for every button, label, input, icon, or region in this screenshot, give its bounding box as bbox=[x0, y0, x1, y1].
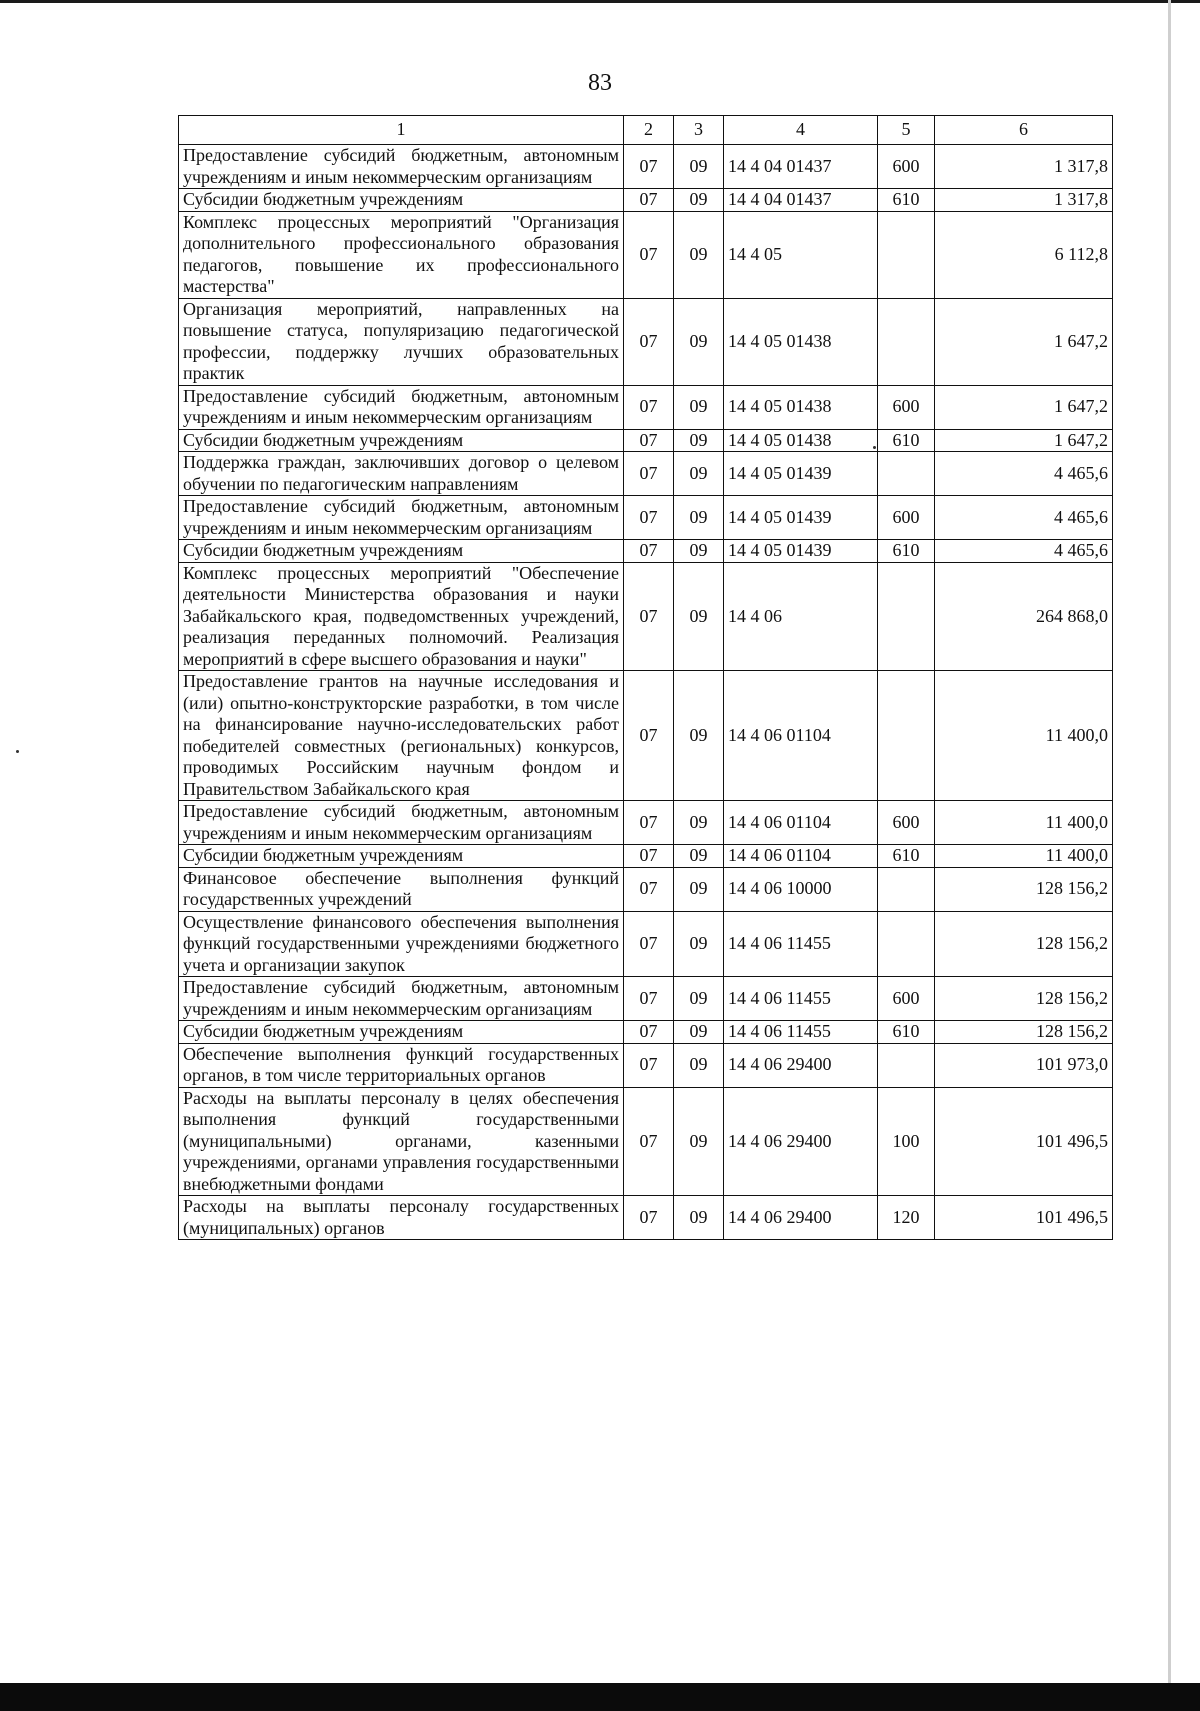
table-row bbox=[179, 671, 1113, 801]
col-header-amount: 6 bbox=[935, 116, 1113, 145]
row-name: Предоставление субсидий бюджетным, автономным учреждениям и иным некоммерческим организациям bbox=[179, 385, 624, 429]
row-expense-type-code: 610 bbox=[878, 845, 935, 868]
table-row bbox=[179, 429, 1113, 452]
page-number: 83 bbox=[588, 70, 612, 96]
row-subsection-code: 09 bbox=[674, 429, 724, 452]
row-expense-type-code: 610 bbox=[878, 540, 935, 563]
table-row bbox=[179, 189, 1113, 212]
row-subsection-code: 09 bbox=[674, 671, 724, 801]
row-expense-type-code bbox=[878, 867, 935, 911]
table-row bbox=[179, 845, 1113, 868]
row-expense-type-code: 120 bbox=[878, 1196, 935, 1240]
row-subsection-code: 09 bbox=[674, 496, 724, 540]
row-subsection-code: 09 bbox=[674, 1196, 724, 1240]
row-expense-type-code bbox=[878, 671, 935, 801]
table-row bbox=[179, 1043, 1113, 1087]
row-amount: 4 465,6 bbox=[935, 452, 1113, 496]
row-subsection-code: 09 bbox=[674, 911, 724, 977]
row-name: Расходы на выплаты персоналу в целях обеспечения выполнения функций государственными (муниципальными) органами, казенными учреждениями, органами управления государственными внебюджетными фондами bbox=[179, 1087, 624, 1196]
row-target-item-code: 14 4 04 01437 bbox=[724, 189, 878, 212]
row-target-item-code: 14 4 06 29400 bbox=[724, 1196, 878, 1240]
row-expense-type-code bbox=[878, 911, 935, 977]
row-target-item-code: 14 4 05 01439 bbox=[724, 540, 878, 563]
row-name: Поддержка граждан, заключивших договор о целевом обучении по педагогическим направлениям bbox=[179, 452, 624, 496]
scan-bottom-edge bbox=[0, 1683, 1200, 1711]
row-amount: 101 496,5 bbox=[935, 1087, 1113, 1196]
row-target-item-code: 14 4 06 10000 bbox=[724, 867, 878, 911]
table-header-row bbox=[179, 116, 1113, 145]
row-amount: 4 465,6 bbox=[935, 540, 1113, 563]
row-amount: 1 647,2 bbox=[935, 429, 1113, 452]
row-amount: 6 112,8 bbox=[935, 211, 1113, 298]
row-section-code: 07 bbox=[624, 867, 674, 911]
row-section-code: 07 bbox=[624, 211, 674, 298]
row-subsection-code: 09 bbox=[674, 145, 724, 189]
row-target-item-code: 14 4 06 01104 bbox=[724, 801, 878, 845]
row-section-code: 07 bbox=[624, 1021, 674, 1044]
row-section-code: 07 bbox=[624, 671, 674, 801]
table-row bbox=[179, 1196, 1113, 1240]
row-name: Субсидии бюджетным учреждениям bbox=[179, 1021, 624, 1044]
row-subsection-code: 09 bbox=[674, 977, 724, 1021]
row-expense-type-code: 600 bbox=[878, 145, 935, 189]
scan-top-edge bbox=[0, 0, 1200, 3]
row-amount: 1 647,2 bbox=[935, 385, 1113, 429]
row-amount: 128 156,2 bbox=[935, 867, 1113, 911]
row-section-code: 07 bbox=[624, 429, 674, 452]
row-expense-type-code: 600 bbox=[878, 977, 935, 1021]
row-expense-type-code: 600 bbox=[878, 496, 935, 540]
row-target-item-code: 14 4 05 01439 bbox=[724, 452, 878, 496]
table-row bbox=[179, 977, 1113, 1021]
row-section-code: 07 bbox=[624, 298, 674, 385]
row-subsection-code: 09 bbox=[674, 189, 724, 212]
scan-speck bbox=[16, 750, 19, 753]
col-header-section: 2 bbox=[624, 116, 674, 145]
row-target-item-code: 14 4 06 11455 bbox=[724, 977, 878, 1021]
table-row bbox=[179, 298, 1113, 385]
row-amount: 101 496,5 bbox=[935, 1196, 1113, 1240]
row-name: Обеспечение выполнения функций государственных органов, в том числе территориальных органов bbox=[179, 1043, 624, 1087]
row-name: Расходы на выплаты персоналу государственных (муниципальных) органов bbox=[179, 1196, 624, 1240]
table-row bbox=[179, 540, 1113, 563]
row-subsection-code: 09 bbox=[674, 1043, 724, 1087]
scan-right-edge bbox=[1168, 0, 1171, 1711]
row-target-item-code: 14 4 06 29400 bbox=[724, 1087, 878, 1196]
row-name: Организация мероприятий, направленных на повышение статуса, популяризацию педагогической профессии, поддержку лучших образовательных практик bbox=[179, 298, 624, 385]
row-subsection-code: 09 bbox=[674, 211, 724, 298]
row-amount: 4 465,6 bbox=[935, 496, 1113, 540]
row-expense-type-code bbox=[878, 298, 935, 385]
row-target-item-code: 14 4 05 01438 bbox=[724, 298, 878, 385]
table-row bbox=[179, 911, 1113, 977]
row-expense-type-code: 600 bbox=[878, 385, 935, 429]
row-name: Субсидии бюджетным учреждениям bbox=[179, 189, 624, 212]
col-header-subsection: 3 bbox=[674, 116, 724, 145]
row-section-code: 07 bbox=[624, 540, 674, 563]
table-row bbox=[179, 1021, 1113, 1044]
row-expense-type-code: 600 bbox=[878, 801, 935, 845]
row-subsection-code: 09 bbox=[674, 298, 724, 385]
table-row bbox=[179, 562, 1113, 671]
row-target-item-code: 14 4 06 11455 bbox=[724, 911, 878, 977]
row-target-item-code: 14 4 06 29400 bbox=[724, 1043, 878, 1087]
row-section-code: 07 bbox=[624, 911, 674, 977]
table-row bbox=[179, 145, 1113, 189]
row-section-code: 07 bbox=[624, 1196, 674, 1240]
row-section-code: 07 bbox=[624, 452, 674, 496]
row-target-item-code: 14 4 05 01438 bbox=[724, 385, 878, 429]
row-target-item-code: 14 4 05 bbox=[724, 211, 878, 298]
row-amount: 1 317,8 bbox=[935, 189, 1113, 212]
row-section-code: 07 bbox=[624, 562, 674, 671]
row-subsection-code: 09 bbox=[674, 867, 724, 911]
row-name: Комплекс процессных мероприятий "Организация дополнительного профессионального образования педагогов, повышение их профессионального мастерства" bbox=[179, 211, 624, 298]
row-amount: 101 973,0 bbox=[935, 1043, 1113, 1087]
col-header-target-item: 4 bbox=[724, 116, 878, 145]
row-section-code: 07 bbox=[624, 801, 674, 845]
row-subsection-code: 09 bbox=[674, 1021, 724, 1044]
row-expense-type-code bbox=[878, 1043, 935, 1087]
row-amount: 11 400,0 bbox=[935, 845, 1113, 868]
row-target-item-code: 14 4 06 01104 bbox=[724, 671, 878, 801]
row-section-code: 07 bbox=[624, 845, 674, 868]
row-section-code: 07 bbox=[624, 145, 674, 189]
row-target-item-code: 14 4 04 01437 bbox=[724, 145, 878, 189]
row-subsection-code: 09 bbox=[674, 452, 724, 496]
row-target-item-code: 14 4 06 bbox=[724, 562, 878, 671]
row-name: Осуществление финансового обеспечения выполнения функций государственными учреждениями бюджетного учета и организации закупок bbox=[179, 911, 624, 977]
col-header-expense-type: 5 bbox=[878, 116, 935, 145]
col-header-name: 1 bbox=[179, 116, 624, 145]
row-amount: 1 647,2 bbox=[935, 298, 1113, 385]
row-name: Предоставление субсидий бюджетным, автономным учреждениям и иным некоммерческим организациям bbox=[179, 496, 624, 540]
row-subsection-code: 09 bbox=[674, 845, 724, 868]
row-name: Финансовое обеспечение выполнения функций государственных учреждений bbox=[179, 867, 624, 911]
row-name: Субсидии бюджетным учреждениям bbox=[179, 845, 624, 868]
row-subsection-code: 09 bbox=[674, 562, 724, 671]
row-name: Субсидии бюджетным учреждениям bbox=[179, 540, 624, 563]
table-row bbox=[179, 867, 1113, 911]
row-expense-type-code: 610 bbox=[878, 429, 935, 452]
row-section-code: 07 bbox=[624, 189, 674, 212]
table-row bbox=[179, 1087, 1113, 1196]
row-amount: 128 156,2 bbox=[935, 977, 1113, 1021]
table-row bbox=[179, 211, 1113, 298]
row-expense-type-code: 100 bbox=[878, 1087, 935, 1196]
row-expense-type-code: 610 bbox=[878, 1021, 935, 1044]
row-subsection-code: 09 bbox=[674, 540, 724, 563]
row-section-code: 07 bbox=[624, 977, 674, 1021]
row-subsection-code: 09 bbox=[674, 1087, 724, 1196]
row-target-item-code: 14 4 06 01104 bbox=[724, 845, 878, 868]
row-expense-type-code bbox=[878, 562, 935, 671]
row-expense-type-code: 610 bbox=[878, 189, 935, 212]
row-amount: 11 400,0 bbox=[935, 801, 1113, 845]
row-name: Предоставление субсидий бюджетным, автономным учреждениям и иным некоммерческим организациям bbox=[179, 977, 624, 1021]
row-name: Субсидии бюджетным учреждениям bbox=[179, 429, 624, 452]
row-name: Предоставление грантов на научные исследования и (или) опытно-конструкторские разработки, в том числе на финансирование научно-исследовательских работ победителей совместных (региональных) конкурсов, проводимых Российским научным фондом и Правительством Забайкальского края bbox=[179, 671, 624, 801]
budget-table bbox=[178, 115, 1113, 1240]
row-section-code: 07 bbox=[624, 496, 674, 540]
row-amount: 264 868,0 bbox=[935, 562, 1113, 671]
table-row bbox=[179, 801, 1113, 845]
row-name: Предоставление субсидий бюджетным, автономным учреждениям и иным некоммерческим организациям bbox=[179, 145, 624, 189]
row-amount: 1 317,8 bbox=[935, 145, 1113, 189]
row-expense-type-code bbox=[878, 452, 935, 496]
row-expense-type-code bbox=[878, 211, 935, 298]
row-name: Комплекс процессных мероприятий "Обеспечение деятельности Министерства образования и науки Забайкальского края, подведомственных учреждений, реализация переданных полномочий. Реализация мероприятий в сфере высшего образования и науки" bbox=[179, 562, 624, 671]
row-subsection-code: 09 bbox=[674, 385, 724, 429]
row-target-item-code: 14 4 05 01438 bbox=[724, 429, 878, 452]
row-section-code: 07 bbox=[624, 1043, 674, 1087]
row-amount: 11 400,0 bbox=[935, 671, 1113, 801]
row-target-item-code: 14 4 06 11455 bbox=[724, 1021, 878, 1044]
row-section-code: 07 bbox=[624, 1087, 674, 1196]
row-amount: 128 156,2 bbox=[935, 1021, 1113, 1044]
table-row bbox=[179, 385, 1113, 429]
row-name: Предоставление субсидий бюджетным, автономным учреждениям и иным некоммерческим организациям bbox=[179, 801, 624, 845]
row-amount: 128 156,2 bbox=[935, 911, 1113, 977]
table-row bbox=[179, 496, 1113, 540]
row-target-item-code: 14 4 05 01439 bbox=[724, 496, 878, 540]
table-row bbox=[179, 452, 1113, 496]
row-subsection-code: 09 bbox=[674, 801, 724, 845]
row-section-code: 07 bbox=[624, 385, 674, 429]
